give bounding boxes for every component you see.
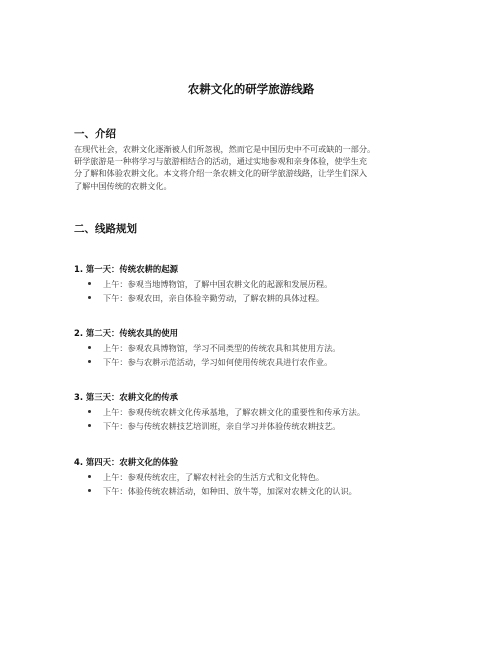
list-item bbox=[88, 277, 332, 291]
list-item bbox=[88, 470, 357, 484]
list-item-text: 下午：参与农耕示范活动，学习如何使用传统农具进行农作业。 bbox=[103, 357, 333, 367]
day-item-list bbox=[88, 405, 365, 433]
bullet-icon bbox=[88, 282, 91, 285]
day-heading: 3. 第三天：农耕文化的传承 bbox=[74, 392, 179, 402]
day-heading: 1. 第一天：传统农耕的起源 bbox=[74, 264, 179, 274]
list-item-text: 上午：参观当地博物馆，了解中国农耕文化的起源和发展历程。 bbox=[103, 279, 333, 289]
day-item-list bbox=[88, 277, 332, 305]
day-heading: 4. 第四天：农耕文化的体验 bbox=[74, 457, 179, 467]
bullet-icon bbox=[88, 475, 91, 478]
list-item-text: 上午：参观传统农耕文化传承基地，了解农耕文化的重要性和传承方法。 bbox=[103, 407, 366, 417]
day-heading: 2. 第二天：传统农具的使用 bbox=[74, 328, 179, 338]
list-item bbox=[88, 405, 365, 419]
bullet-icon bbox=[88, 360, 91, 363]
intro-line: 分了解和体验农耕文化。本文将介绍一条农耕文化的研学旅游线路，让学生们深入 bbox=[74, 168, 367, 179]
intro-paragraph bbox=[74, 143, 434, 192]
list-item bbox=[88, 341, 340, 355]
day-item-list bbox=[88, 470, 357, 498]
list-item-text: 下午：参与传统农耕技艺培训班，亲自学习并体验传统农耕技艺。 bbox=[103, 421, 341, 431]
bullet-icon bbox=[88, 346, 91, 349]
bullet-icon bbox=[88, 410, 91, 413]
document-title: 农耕文化的研学旅游线路 bbox=[187, 82, 315, 96]
intro-line: 了解中国传统的农耕文化。 bbox=[74, 180, 172, 191]
list-item bbox=[88, 419, 365, 433]
bullet-icon bbox=[88, 489, 91, 492]
bullet-icon bbox=[88, 424, 91, 427]
list-item-text: 下午：参观农田，亲自体验辛勤劳动，了解农耕的具体过程。 bbox=[103, 293, 325, 303]
list-item bbox=[88, 355, 340, 369]
list-item-text: 下午：体验传统农耕活动，如种田、放牛等，加深对农耕文化的认识。 bbox=[103, 486, 357, 496]
intro-line: 研学旅游是一种将学习与旅游相结合的活动，通过实地参观和亲身体验，使学生充 bbox=[74, 156, 367, 167]
list-item bbox=[88, 291, 332, 305]
list-item-text: 上午：参观传统农庄，了解农村社会的生活方式和文化特色。 bbox=[103, 472, 325, 482]
day-item-list bbox=[88, 341, 340, 369]
route-heading: 二、线路规划 bbox=[74, 223, 137, 235]
intro-line: 在现代社会，农耕文化逐渐被人们所忽视，然而它是中国历史中不可或缺的一部分。 bbox=[74, 144, 376, 154]
bullet-icon bbox=[88, 296, 91, 299]
intro-heading: 一、介绍 bbox=[74, 128, 116, 140]
list-item bbox=[88, 484, 357, 498]
list-item-text: 上午：参观农具博物馆，学习不同类型的传统农具和其使用方法。 bbox=[103, 343, 341, 353]
